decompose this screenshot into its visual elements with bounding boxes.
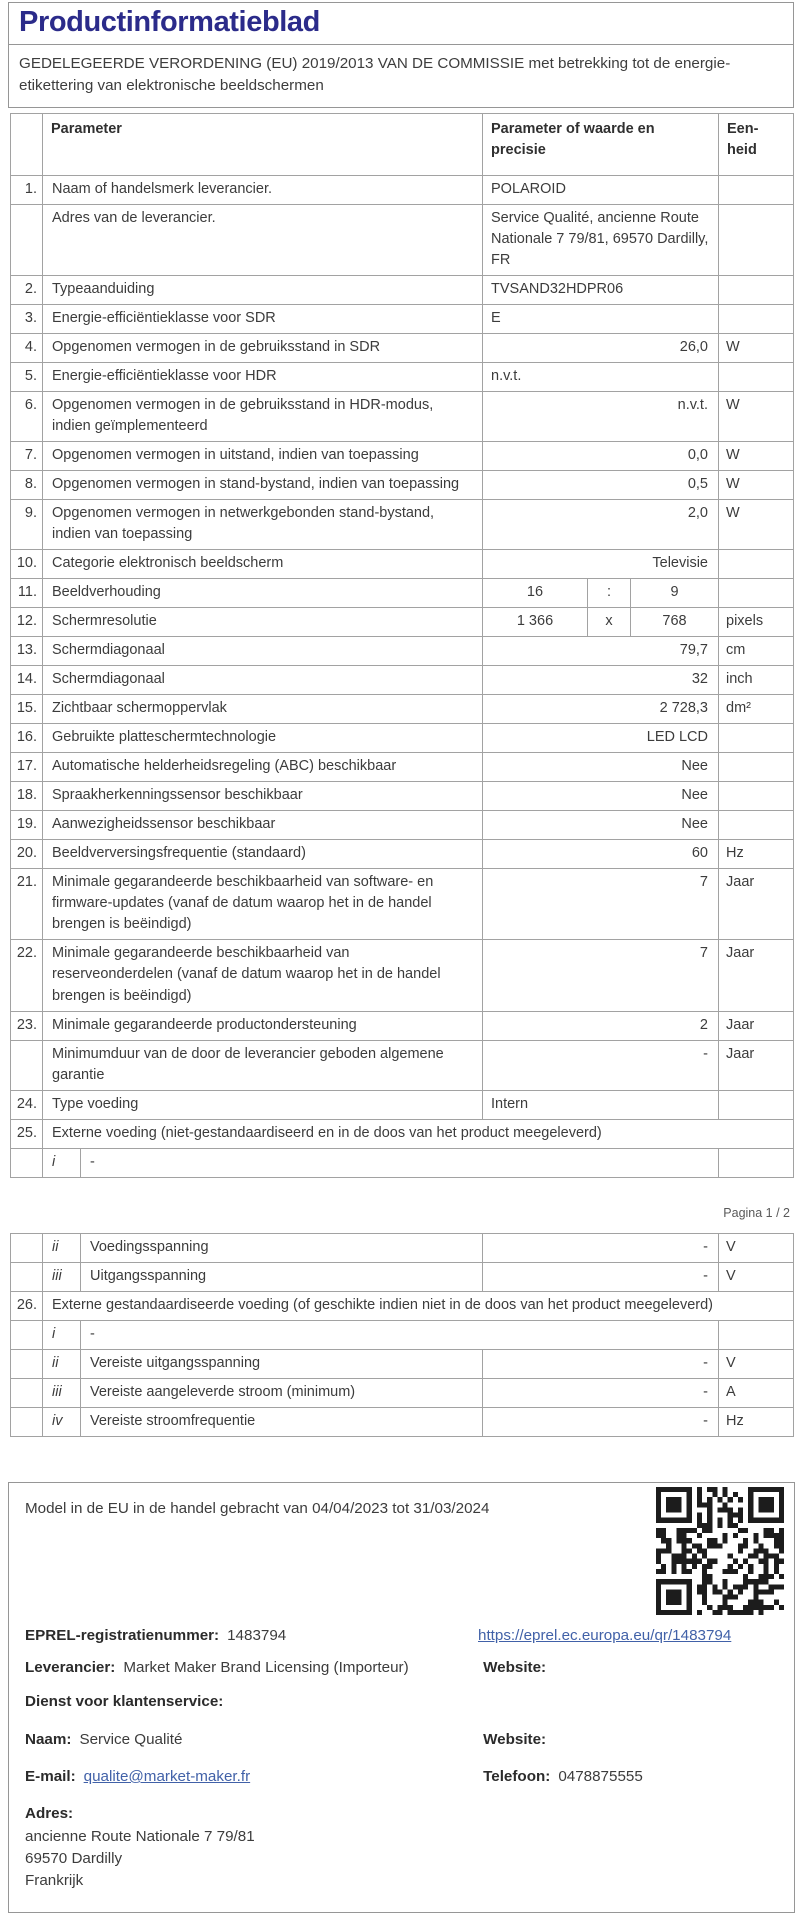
split-cell: 1 366 (516, 613, 554, 630)
row-unit: W (719, 334, 794, 363)
split-value (483, 608, 718, 636)
row-unit: W (719, 471, 794, 500)
phone-value: 0478875555 (558, 1767, 643, 1785)
row-unit: Hz (719, 1408, 794, 1437)
row-label: Externe voeding (niet-gestandaardiseerd en in de doos van het product meegeleverd) (43, 1119, 794, 1148)
row-label: Externe gestandaardiseerde voeding (of geschikte indien niet in de doos van het product meegeleverd) (43, 1292, 794, 1321)
table-row (11, 869, 794, 940)
email-right (483, 1766, 778, 1789)
table-row (11, 1379, 794, 1408)
row-value: 2 728,3 (483, 695, 719, 724)
row-label: Automatische helderheidsregeling (ABC) beschikbaar (43, 753, 483, 782)
row-label: Categorie elektronisch beeldscherm (43, 550, 483, 579)
row-unit (719, 205, 794, 276)
row-value: - (483, 1379, 719, 1408)
row-unit: V (719, 1234, 794, 1263)
row-number: 22. (11, 940, 43, 1011)
row-value: POLAROID (483, 176, 719, 205)
table-row (11, 1040, 794, 1090)
row-label: Type voeding (43, 1090, 483, 1119)
split-cell: x (587, 608, 631, 636)
page-indicator: Pagina 1 / 2 (723, 1206, 790, 1220)
market-dates: Model in de EU in de handel gebracht van 04/04/2023 tot 31/03/2024 (25, 1500, 490, 1517)
table-row (11, 940, 794, 1011)
row-unit (719, 1148, 794, 1177)
row-label: Spraakherkenningssensor beschikbaar (43, 782, 483, 811)
row-value: 0,0 (483, 442, 719, 471)
row-value-split (483, 579, 719, 608)
table-row (11, 695, 794, 724)
row-label: Energie-efficiëntieklasse voor HDR (43, 363, 483, 392)
row-number (11, 1263, 43, 1292)
service-name-row (25, 1729, 778, 1752)
row-number: 1. (11, 176, 43, 205)
row-number: 23. (11, 1011, 43, 1040)
table-row (11, 724, 794, 753)
table-row (11, 782, 794, 811)
row-unit (719, 363, 794, 392)
table-row (11, 1321, 794, 1350)
row-number (11, 1408, 43, 1437)
row-unit (719, 753, 794, 782)
service-name-right (483, 1729, 778, 1752)
row-number (11, 1350, 43, 1379)
spec-table-page1 (10, 113, 794, 1178)
address-label: Adres: (25, 1804, 74, 1822)
row-number (11, 1321, 43, 1350)
header-unit: Een-heid (719, 114, 794, 176)
table-row (11, 442, 794, 471)
row-unit (719, 782, 794, 811)
row-value: 7 (483, 869, 719, 940)
regulation-subtitle: GEDELEGEERDE VERORDENING (EU) 2019/2013 VAN DE COMMISSIE met betrekking tot de energie-etikettering van elektronische beeldschermen (8, 45, 794, 108)
row-label: Vereiste aangeleverde stroom (minimum) (81, 1379, 483, 1408)
row-label: Schermdiagonaal (43, 637, 483, 666)
row-unit: Jaar (719, 1040, 794, 1090)
eprel-left (25, 1625, 478, 1648)
row-label: Zichtbaar schermoppervlak (43, 695, 483, 724)
row-subnumber: iii (43, 1379, 81, 1408)
row-label: Beeldverhouding (43, 579, 483, 608)
row-value: 0,5 (483, 471, 719, 500)
table-row (11, 305, 794, 334)
row-value: Nee (483, 753, 719, 782)
eprel-number: 1483794 (227, 1626, 287, 1644)
service-name-left (25, 1729, 483, 1752)
row-unit (719, 276, 794, 305)
row-unit (719, 1090, 794, 1119)
header-parameter: Parameter (43, 114, 483, 176)
row-label: Minimale gegarandeerde beschikbaarheid van reserveonderdelen (vanaf de datum waarop het in de handel brengen is beëindigd) (43, 940, 483, 1011)
header-number-cell (11, 114, 43, 176)
row-unit: W (719, 500, 794, 550)
row-subnumber: ii (43, 1350, 81, 1379)
row-unit: W (719, 442, 794, 471)
table-row (11, 1090, 794, 1119)
row-value: 7 (483, 940, 719, 1011)
row-label: Energie-efficiëntieklasse voor SDR (43, 305, 483, 334)
row-number (11, 1148, 43, 1177)
row-number: 10. (11, 550, 43, 579)
table-row (11, 811, 794, 840)
row-label: Opgenomen vermogen in de gebruiksstand in HDR-modus, indien geïmplementeerd (43, 392, 483, 442)
table-row (11, 471, 794, 500)
table-row (11, 334, 794, 363)
split-cell: : (587, 579, 631, 607)
supplier-right (483, 1657, 778, 1680)
row-unit: V (719, 1263, 794, 1292)
row-label: Minimale gegarandeerde beschikbaarheid van software- en firmware-updates (vanaf de datum waarop het in de handel brengen is beëindigd) (43, 869, 483, 940)
row-number (11, 1379, 43, 1408)
row-unit: Hz (719, 840, 794, 869)
table-row (11, 1234, 794, 1263)
row-unit (719, 811, 794, 840)
row-label: Opgenomen vermogen in netwerkgebonden stand-bystand, indien van toepassing (43, 500, 483, 550)
row-value: TVSAND32HDPR06 (483, 276, 719, 305)
table-row (11, 1011, 794, 1040)
address-line-3: Frankrijk (25, 1871, 84, 1889)
row-number: 25. (11, 1119, 43, 1148)
row-label: Minimale gegarandeerde productondersteuning (43, 1011, 483, 1040)
eprel-row (25, 1625, 778, 1648)
row-value: - (483, 1040, 719, 1090)
row-unit (719, 1321, 794, 1350)
row-value: 2 (483, 1011, 719, 1040)
table-row (11, 205, 794, 276)
row-label: Adres van de leverancier. (43, 205, 483, 276)
table-row (11, 666, 794, 695)
row-label: Beeldverversingsfrequentie (standaard) (43, 840, 483, 869)
eprel-right (478, 1625, 778, 1648)
table-row (11, 1148, 794, 1177)
qr-code-svg (656, 1487, 784, 1615)
table-header-row (11, 114, 794, 176)
split-value (483, 579, 718, 607)
table-row (11, 276, 794, 305)
row-number: 13. (11, 637, 43, 666)
row-value: n.v.t. (483, 392, 719, 442)
row-value: 79,7 (483, 637, 719, 666)
row-unit (719, 176, 794, 205)
phone-label: Telefoon: (483, 1767, 551, 1785)
row-value: Televisie (483, 550, 719, 579)
row-unit: Jaar (719, 869, 794, 940)
row-value: Nee (483, 811, 719, 840)
row-value-split (483, 608, 719, 637)
row-label: Uitgangsspanning (81, 1263, 483, 1292)
email-left (25, 1766, 483, 1789)
name-value: Service Qualité (79, 1731, 183, 1749)
row-number: 6. (11, 392, 43, 442)
row-value: Service Qualité, ancienne Route Nationale 7 79/81, 69570 Dardilly, FR (483, 205, 719, 276)
table-row (11, 753, 794, 782)
row-number: 17. (11, 753, 43, 782)
table-row (11, 1292, 794, 1321)
row-number: 15. (11, 695, 43, 724)
row-unit (719, 550, 794, 579)
row-unit: inch (719, 666, 794, 695)
row-unit: V (719, 1350, 794, 1379)
row-value: - (483, 1263, 719, 1292)
row-unit: dm² (719, 695, 794, 724)
row-value: n.v.t. (483, 363, 719, 392)
split-cell: 9 (670, 584, 679, 601)
row-unit: W (719, 392, 794, 442)
row-label: Gebruikte platteschermtechnologie (43, 724, 483, 753)
table-row (11, 840, 794, 869)
row-label: Vereiste uitgangsspanning (81, 1350, 483, 1379)
row-number: 16. (11, 724, 43, 753)
row-subnumber: ii (43, 1234, 81, 1263)
table-row (11, 1350, 794, 1379)
row-subnumber: iv (43, 1408, 81, 1437)
row-label: Typeaanduiding (43, 276, 483, 305)
supplier-value: Market Maker Brand Licensing (Importeur) (123, 1658, 409, 1676)
row-value: - (483, 1350, 719, 1379)
row-label: Aanwezigheidssensor beschikbaar (43, 811, 483, 840)
header-value: Parameter of waarde en precisie (483, 114, 719, 176)
website-label: Website: (483, 1658, 547, 1676)
row-subnumber: iii (43, 1263, 81, 1292)
page-title: Productinformatieblad (19, 6, 320, 38)
contact-info-box (8, 1482, 795, 1913)
row-label: Opgenomen vermogen in de gebruiksstand in SDR (43, 334, 483, 363)
row-value: 26,0 (483, 334, 719, 363)
row-number: 20. (11, 840, 43, 869)
row-number (11, 1234, 43, 1263)
row-value: - (81, 1148, 719, 1177)
table-row (11, 392, 794, 442)
supplier-row (25, 1657, 778, 1680)
row-value: 60 (483, 840, 719, 869)
row-number: 5. (11, 363, 43, 392)
row-number (11, 205, 43, 276)
table-row (11, 176, 794, 205)
split-cell: 16 (526, 584, 544, 601)
row-label: Opgenomen vermogen in uitstand, indien van toepassing (43, 442, 483, 471)
row-number: 2. (11, 276, 43, 305)
title-box (8, 2, 794, 45)
row-unit: Jaar (719, 940, 794, 1011)
row-number: 19. (11, 811, 43, 840)
email-row (25, 1766, 778, 1789)
row-value: LED LCD (483, 724, 719, 753)
row-value: E (483, 305, 719, 334)
row-number: 8. (11, 471, 43, 500)
row-number: 26. (11, 1292, 43, 1321)
website-label-2: Website: (483, 1731, 547, 1749)
eprel-link[interactable]: https://eprel.ec.europa.eu/qr/1483794 (478, 1626, 732, 1644)
table-row (11, 550, 794, 579)
address-line-1: ancienne Route Nationale 7 79/81 (25, 1827, 255, 1845)
row-value: Nee (483, 782, 719, 811)
email-label: E-mail: (25, 1767, 76, 1785)
row-value: Intern (483, 1090, 719, 1119)
table-row (11, 1263, 794, 1292)
row-label: Minimumduur van de door de leverancier geboden algemene garantie (43, 1040, 483, 1090)
name-label: Naam: (25, 1731, 72, 1749)
table-row (11, 579, 794, 608)
table-row (11, 608, 794, 637)
email-link[interactable]: qualite@market-maker.fr (83, 1767, 251, 1785)
row-unit: cm (719, 637, 794, 666)
row-label: Opgenomen vermogen in stand-bystand, indien van toepassing (43, 471, 483, 500)
spec-table-page2 (10, 1233, 794, 1437)
customer-service-heading: Dienst voor klantenservice: (25, 1693, 224, 1711)
row-subnumber: i (43, 1148, 81, 1177)
row-label: Schermdiagonaal (43, 666, 483, 695)
supplier-left (25, 1657, 483, 1680)
row-number: 11. (11, 579, 43, 608)
row-label: Naam of handelsmerk leverancier. (43, 176, 483, 205)
row-number: 14. (11, 666, 43, 695)
row-unit (719, 579, 794, 608)
row-unit (719, 724, 794, 753)
row-number: 18. (11, 782, 43, 811)
row-number: 21. (11, 869, 43, 940)
row-number: 3. (11, 305, 43, 334)
split-cell: 768 (662, 613, 687, 630)
address-line-2: 69570 Dardilly (25, 1849, 123, 1867)
row-unit: pixels (719, 608, 794, 637)
row-number: 24. (11, 1090, 43, 1119)
row-label: Schermresolutie (43, 608, 483, 637)
row-number (11, 1040, 43, 1090)
row-number: 9. (11, 500, 43, 550)
row-unit: Jaar (719, 1011, 794, 1040)
table-row (11, 1119, 794, 1148)
qr-code (656, 1487, 784, 1615)
row-label: Vereiste stroomfrequentie (81, 1408, 483, 1437)
row-number: 12. (11, 608, 43, 637)
row-value: 2,0 (483, 500, 719, 550)
row-unit (719, 305, 794, 334)
row-subnumber: i (43, 1321, 81, 1350)
table-row (11, 363, 794, 392)
row-label: Voedingsspanning (81, 1234, 483, 1263)
row-value: - (483, 1408, 719, 1437)
row-unit: A (719, 1379, 794, 1408)
row-value: - (483, 1234, 719, 1263)
row-number: 4. (11, 334, 43, 363)
table-row (11, 637, 794, 666)
row-value: - (81, 1321, 719, 1350)
row-value: 32 (483, 666, 719, 695)
row-number: 7. (11, 442, 43, 471)
table-row (11, 1408, 794, 1437)
eprel-label: EPREL-registratienummer: (25, 1626, 220, 1644)
supplier-label: Leverancier: (25, 1658, 116, 1676)
table-row (11, 500, 794, 550)
